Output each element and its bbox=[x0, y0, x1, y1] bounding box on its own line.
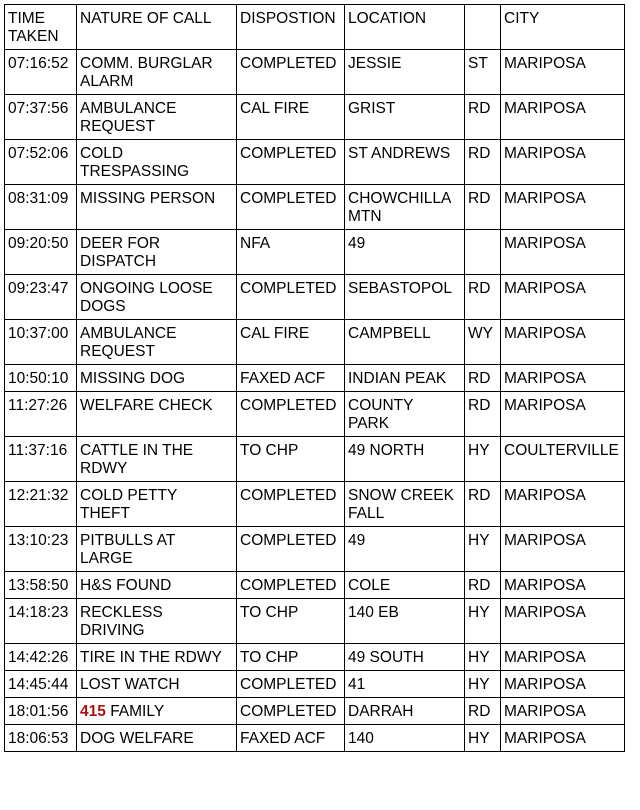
street-suffix-cell: ST bbox=[465, 50, 501, 95]
location-cell: 41 bbox=[345, 671, 465, 698]
city-cell: MARIPOSA bbox=[501, 320, 625, 365]
location-cell: CHOWCHILLA MTN bbox=[345, 185, 465, 230]
nature-cell: DEER FOR DISPATCH bbox=[77, 230, 237, 275]
city-cell: MARIPOSA bbox=[501, 698, 625, 725]
location-cell: SEBASTOPOL bbox=[345, 275, 465, 320]
location-cell: INDIAN PEAK bbox=[345, 365, 465, 392]
nature-text: FAMILY bbox=[110, 703, 165, 720]
call-log-container bbox=[4, 4, 625, 752]
city-cell: MARIPOSA bbox=[501, 275, 625, 320]
call-log-table bbox=[4, 4, 625, 752]
location-cell: JESSIE bbox=[345, 50, 465, 95]
time-cell: 07:37:56 bbox=[5, 95, 77, 140]
city-cell: MARIPOSA bbox=[501, 671, 625, 698]
table-row bbox=[5, 698, 625, 725]
street-suffix-cell: HY bbox=[465, 599, 501, 644]
nature-cell bbox=[77, 698, 237, 725]
time-cell: 08:31:09 bbox=[5, 185, 77, 230]
penal-code-highlight: 415 bbox=[80, 703, 106, 720]
table-row bbox=[5, 599, 625, 644]
location-cell: 49 NORTH bbox=[345, 437, 465, 482]
location-cell: 49 bbox=[345, 230, 465, 275]
street-suffix-cell: HY bbox=[465, 725, 501, 752]
city-cell: MARIPOSA bbox=[501, 50, 625, 95]
disposition-cell: COMPLETED bbox=[237, 572, 345, 599]
time-cell: 10:50:10 bbox=[5, 365, 77, 392]
nature-cell: PITBULLS AT LARGE bbox=[77, 527, 237, 572]
time-cell: 07:16:52 bbox=[5, 50, 77, 95]
city-cell: MARIPOSA bbox=[501, 644, 625, 671]
location-cell: ST ANDREWS bbox=[345, 140, 465, 185]
header-time-taken: TIME TAKEN bbox=[5, 5, 77, 50]
city-cell: MARIPOSA bbox=[501, 482, 625, 527]
header-city: CITY bbox=[501, 5, 625, 50]
disposition-cell: COMPLETED bbox=[237, 185, 345, 230]
street-suffix-cell: RD bbox=[465, 275, 501, 320]
location-cell: 49 bbox=[345, 527, 465, 572]
street-suffix-cell: RD bbox=[465, 392, 501, 437]
nature-cell: COMM. BURGLAR ALARM bbox=[77, 50, 237, 95]
time-cell: 14:42:26 bbox=[5, 644, 77, 671]
table-row bbox=[5, 725, 625, 752]
table-row bbox=[5, 482, 625, 527]
nature-cell: COLD TRESPASSING bbox=[77, 140, 237, 185]
city-cell: MARIPOSA bbox=[501, 572, 625, 599]
disposition-cell: CAL FIRE bbox=[237, 320, 345, 365]
disposition-cell: FAXED ACF bbox=[237, 365, 345, 392]
header-row bbox=[5, 5, 625, 50]
city-cell: MARIPOSA bbox=[501, 230, 625, 275]
nature-cell: H&S FOUND bbox=[77, 572, 237, 599]
disposition-cell: TO CHP bbox=[237, 644, 345, 671]
disposition-cell: TO CHP bbox=[237, 437, 345, 482]
time-cell: 11:27:26 bbox=[5, 392, 77, 437]
location-cell: SNOW CREEK FALL bbox=[345, 482, 465, 527]
city-cell: MARIPOSA bbox=[501, 725, 625, 752]
disposition-cell: COMPLETED bbox=[237, 50, 345, 95]
nature-cell: RECKLESS DRIVING bbox=[77, 599, 237, 644]
location-cell: COLE bbox=[345, 572, 465, 599]
location-cell: 140 bbox=[345, 725, 465, 752]
table-row bbox=[5, 365, 625, 392]
location-cell: GRIST bbox=[345, 95, 465, 140]
disposition-cell: COMPLETED bbox=[237, 698, 345, 725]
city-cell: MARIPOSA bbox=[501, 599, 625, 644]
time-cell: 12:21:32 bbox=[5, 482, 77, 527]
street-suffix-cell: RD bbox=[465, 698, 501, 725]
table-row bbox=[5, 275, 625, 320]
street-suffix-cell: RD bbox=[465, 572, 501, 599]
location-cell: CAMPBELL bbox=[345, 320, 465, 365]
street-suffix-cell: RD bbox=[465, 95, 501, 140]
time-cell: 07:52:06 bbox=[5, 140, 77, 185]
table-row bbox=[5, 437, 625, 482]
disposition-cell: COMPLETED bbox=[237, 392, 345, 437]
time-cell: 14:45:44 bbox=[5, 671, 77, 698]
nature-cell: TIRE IN THE RDWY bbox=[77, 644, 237, 671]
time-cell: 18:01:56 bbox=[5, 698, 77, 725]
street-suffix-cell: HY bbox=[465, 644, 501, 671]
street-suffix-cell: HY bbox=[465, 671, 501, 698]
table-row bbox=[5, 527, 625, 572]
table-row bbox=[5, 572, 625, 599]
street-suffix-cell: RD bbox=[465, 365, 501, 392]
disposition-cell: COMPLETED bbox=[237, 275, 345, 320]
table-row bbox=[5, 140, 625, 185]
header-disposition: DISPOSTION bbox=[237, 5, 345, 50]
table-row bbox=[5, 671, 625, 698]
street-suffix-cell bbox=[465, 230, 501, 275]
city-cell: MARIPOSA bbox=[501, 527, 625, 572]
disposition-cell: COMPLETED bbox=[237, 140, 345, 185]
header-nature-of-call: NATURE OF CALL bbox=[77, 5, 237, 50]
table-row bbox=[5, 392, 625, 437]
table-row bbox=[5, 50, 625, 95]
street-suffix-cell: HY bbox=[465, 527, 501, 572]
disposition-cell: TO CHP bbox=[237, 599, 345, 644]
time-cell: 13:10:23 bbox=[5, 527, 77, 572]
nature-cell: DOG WELFARE bbox=[77, 725, 237, 752]
street-suffix-cell: HY bbox=[465, 437, 501, 482]
time-cell: 10:37:00 bbox=[5, 320, 77, 365]
nature-cell: CATTLE IN THE RDWY bbox=[77, 437, 237, 482]
location-cell: 140 EB bbox=[345, 599, 465, 644]
street-suffix-cell: RD bbox=[465, 140, 501, 185]
location-cell: 49 SOUTH bbox=[345, 644, 465, 671]
disposition-cell: COMPLETED bbox=[237, 482, 345, 527]
time-cell: 18:06:53 bbox=[5, 725, 77, 752]
disposition-cell: FAXED ACF bbox=[237, 725, 345, 752]
city-cell: MARIPOSA bbox=[501, 365, 625, 392]
nature-cell: WELFARE CHECK bbox=[77, 392, 237, 437]
table-row bbox=[5, 644, 625, 671]
disposition-cell: CAL FIRE bbox=[237, 95, 345, 140]
table-row bbox=[5, 230, 625, 275]
street-suffix-cell: RD bbox=[465, 482, 501, 527]
table-row bbox=[5, 185, 625, 230]
city-cell: MARIPOSA bbox=[501, 95, 625, 140]
street-suffix-cell: WY bbox=[465, 320, 501, 365]
time-cell: 13:58:50 bbox=[5, 572, 77, 599]
table-row bbox=[5, 95, 625, 140]
nature-cell: AMBULANCE REQUEST bbox=[77, 320, 237, 365]
nature-cell: MISSING PERSON bbox=[77, 185, 237, 230]
nature-cell: COLD PETTY THEFT bbox=[77, 482, 237, 527]
disposition-cell: NFA bbox=[237, 230, 345, 275]
nature-cell: LOST WATCH bbox=[77, 671, 237, 698]
street-suffix-cell: RD bbox=[465, 185, 501, 230]
nature-cell: ONGOING LOOSE DOGS bbox=[77, 275, 237, 320]
time-cell: 09:20:50 bbox=[5, 230, 77, 275]
city-cell: MARIPOSA bbox=[501, 140, 625, 185]
location-cell: COUNTY PARK bbox=[345, 392, 465, 437]
header-street-suffix bbox=[465, 5, 501, 50]
header-location: LOCATION bbox=[345, 5, 465, 50]
location-cell: DARRAH bbox=[345, 698, 465, 725]
time-cell: 09:23:47 bbox=[5, 275, 77, 320]
time-cell: 14:18:23 bbox=[5, 599, 77, 644]
nature-cell: AMBULANCE REQUEST bbox=[77, 95, 237, 140]
city-cell: MARIPOSA bbox=[501, 185, 625, 230]
disposition-cell: COMPLETED bbox=[237, 527, 345, 572]
disposition-cell: COMPLETED bbox=[237, 671, 345, 698]
city-cell: COULTERVILLE bbox=[501, 437, 625, 482]
nature-cell: MISSING DOG bbox=[77, 365, 237, 392]
time-cell: 11:37:16 bbox=[5, 437, 77, 482]
table-row bbox=[5, 320, 625, 365]
city-cell: MARIPOSA bbox=[501, 392, 625, 437]
